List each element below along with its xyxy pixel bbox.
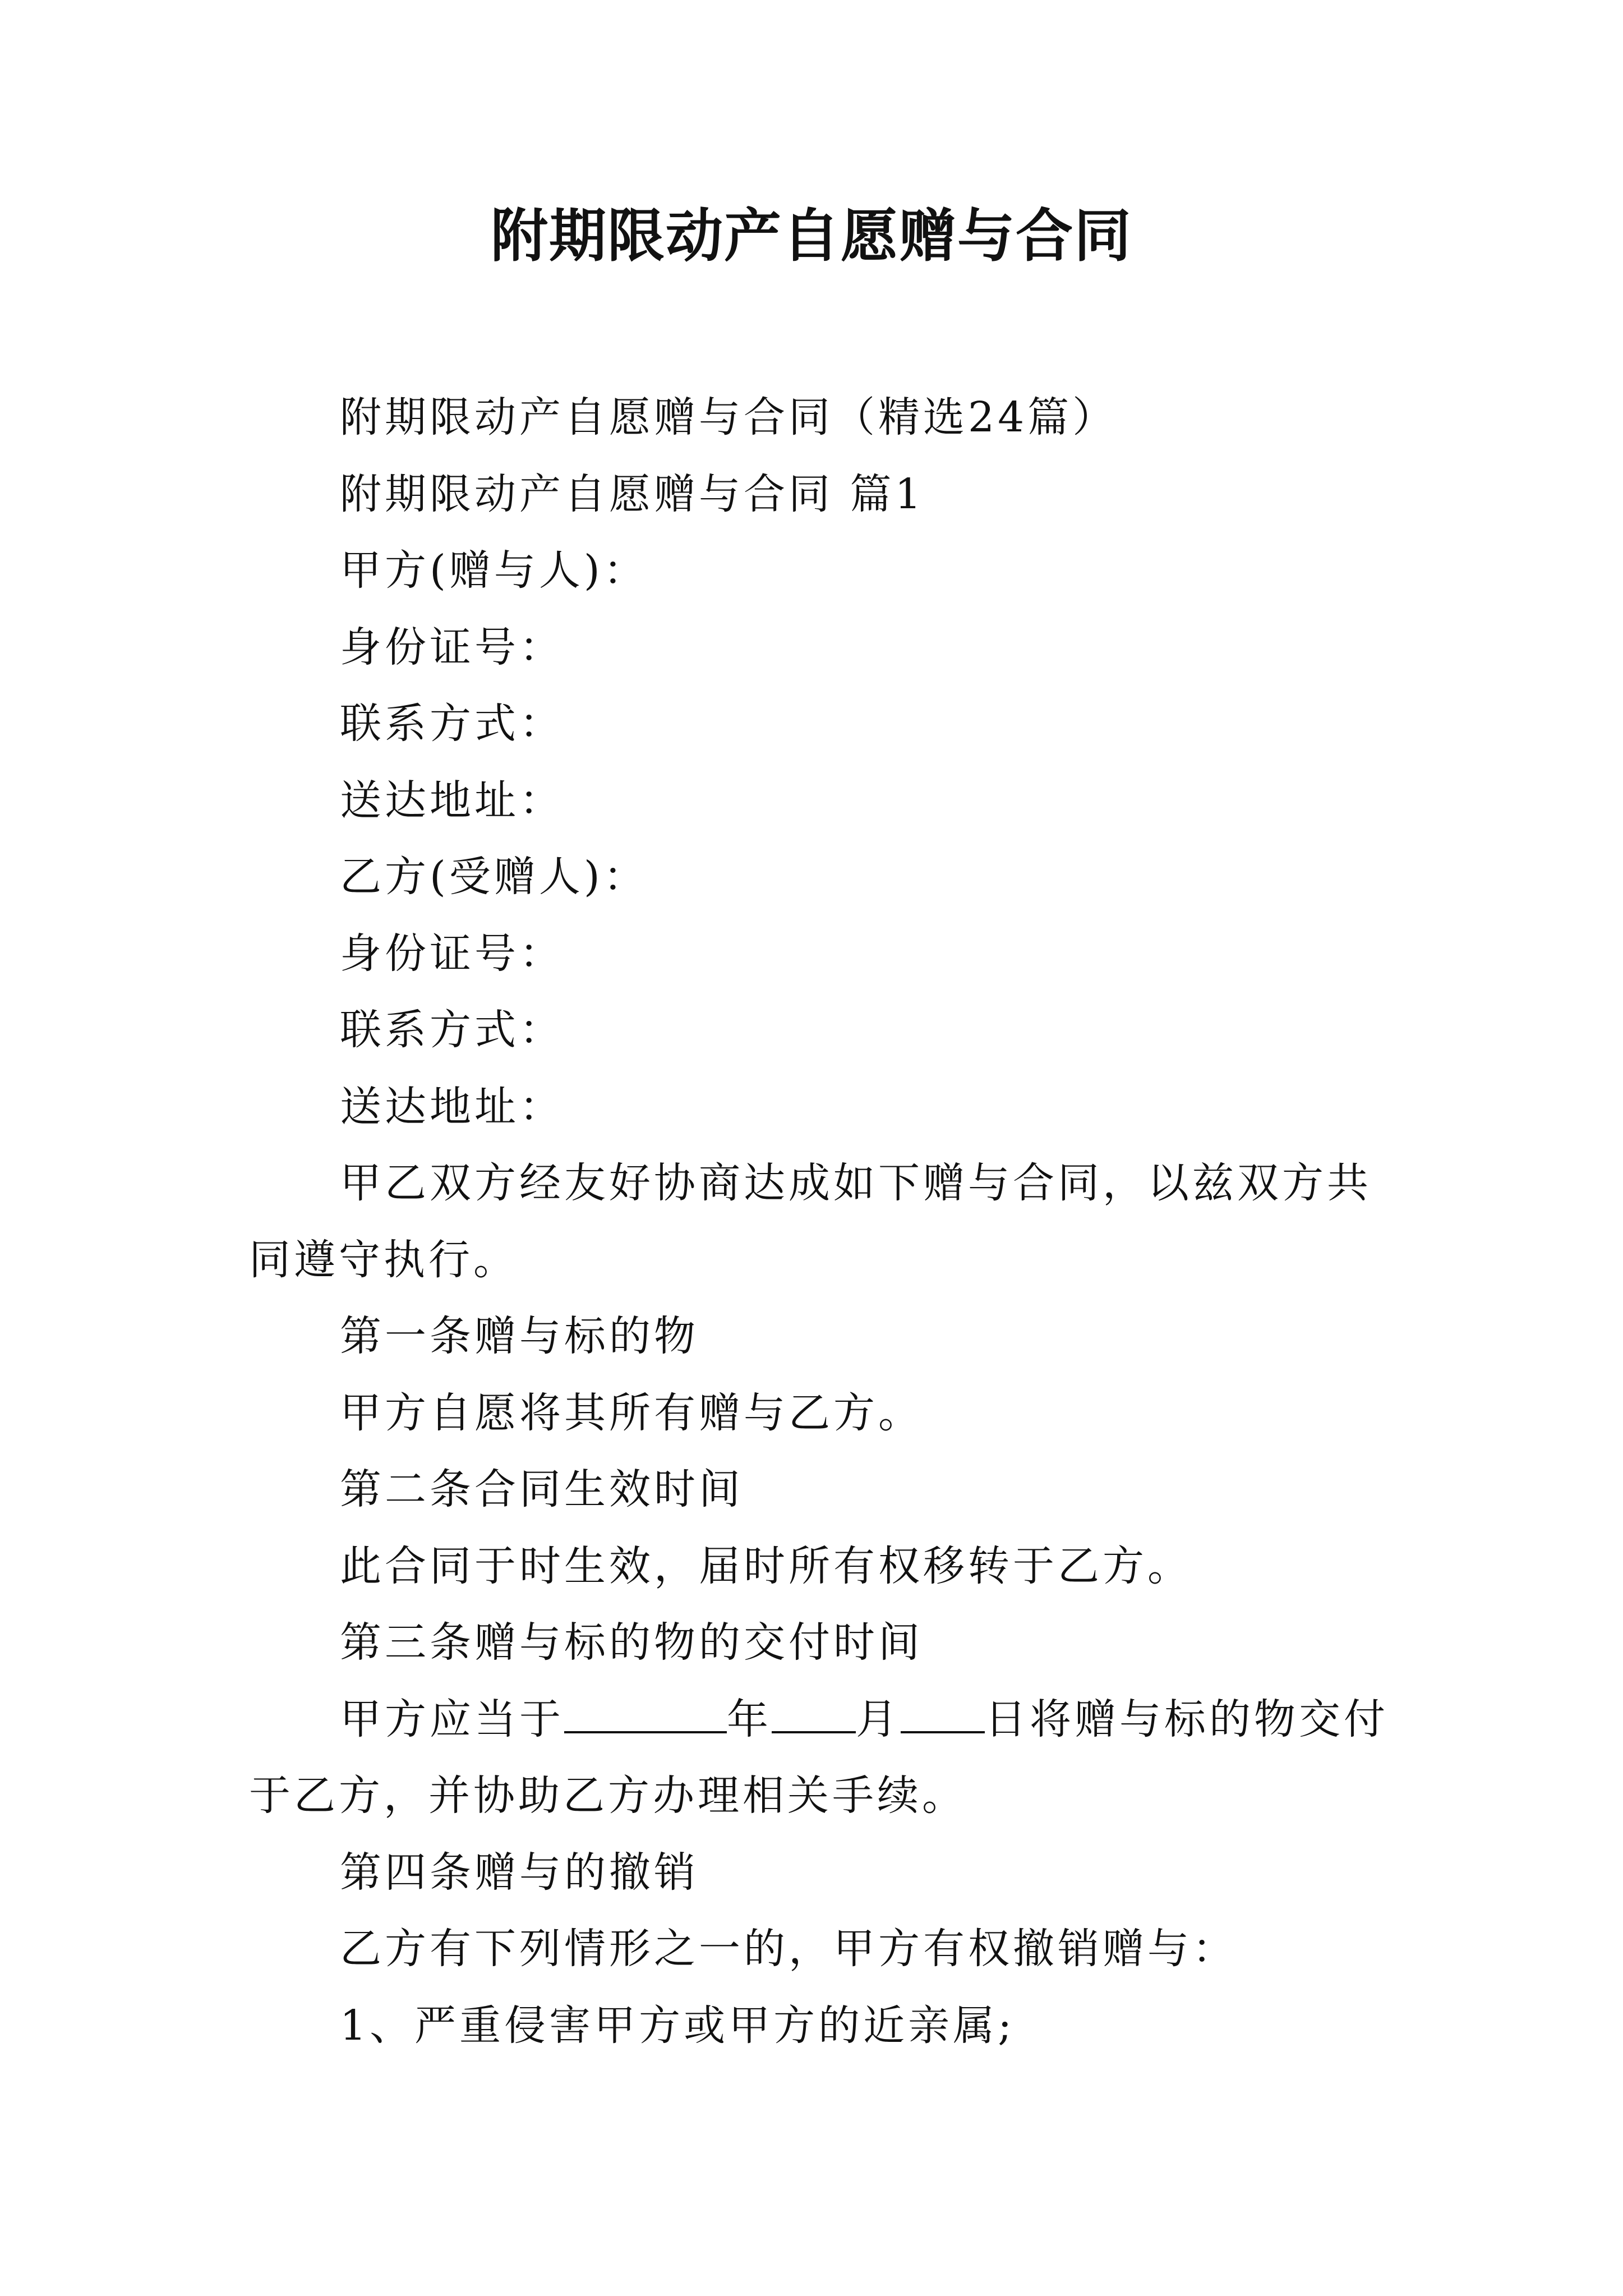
party-a-address: 送达地址： <box>340 776 564 825</box>
article-4-heading: 第四条赠与的撤销 <box>340 1848 699 1897</box>
month-label: 月 <box>856 1695 901 1743</box>
article-4-item-1: 1、严重侵害甲方或甲方的近亲属; <box>340 2001 1016 2050</box>
party-a-label: 甲方(赠与人)： <box>340 546 648 595</box>
document-body <box>249 379 1393 2064</box>
article-3-heading: 第三条赠与标的物的交付时间 <box>340 1618 923 1667</box>
party-b-label: 乙方(受赠人)： <box>340 853 648 901</box>
party-b-address: 送达地址： <box>340 1082 564 1131</box>
subtitle-line: 附期限动产自愿赠与合同（精选24篇） <box>340 393 1118 441</box>
article-2-text: 此合同于时生效，届时所有权移转于乙方。 <box>340 1542 1192 1590</box>
section-heading: 附期限动产自愿赠与合同 篇1 <box>340 470 925 518</box>
year-blank <box>564 1692 727 1733</box>
article-1-heading: 第一条赠与标的物 <box>340 1312 699 1360</box>
day-label-and-rest: 日将赠与标的物交付于乙方，并协助乙方办理相关手续。 <box>249 1695 1389 1820</box>
party-a-id-number: 身份证号： <box>340 623 564 671</box>
party-b-id-number: 身份证号： <box>340 929 564 978</box>
article-2-heading: 第二条合同生效时间 <box>340 1465 744 1513</box>
day-blank <box>901 1692 985 1733</box>
article-4-intro: 乙方有下列情形之一的，甲方有权撤销赠与： <box>340 1925 1237 1973</box>
year-label: 年 <box>727 1695 772 1743</box>
document-title: 附期限动产自愿赠与合同 <box>491 203 1132 270</box>
month-blank <box>772 1692 856 1733</box>
article-3-text <box>249 1681 1393 1834</box>
party-a-contact: 联系方式： <box>340 700 564 748</box>
party-b-contact: 联系方式： <box>340 1006 564 1054</box>
article-1-text: 甲方自愿将其所有赠与乙方。 <box>340 1388 923 1437</box>
agreement-preamble: 甲乙双方经友好协商达成如下赠与合同，以兹双方共同遵守执行。 <box>249 1159 1372 1284</box>
delivery-prefix: 甲方应当于 <box>340 1695 564 1743</box>
